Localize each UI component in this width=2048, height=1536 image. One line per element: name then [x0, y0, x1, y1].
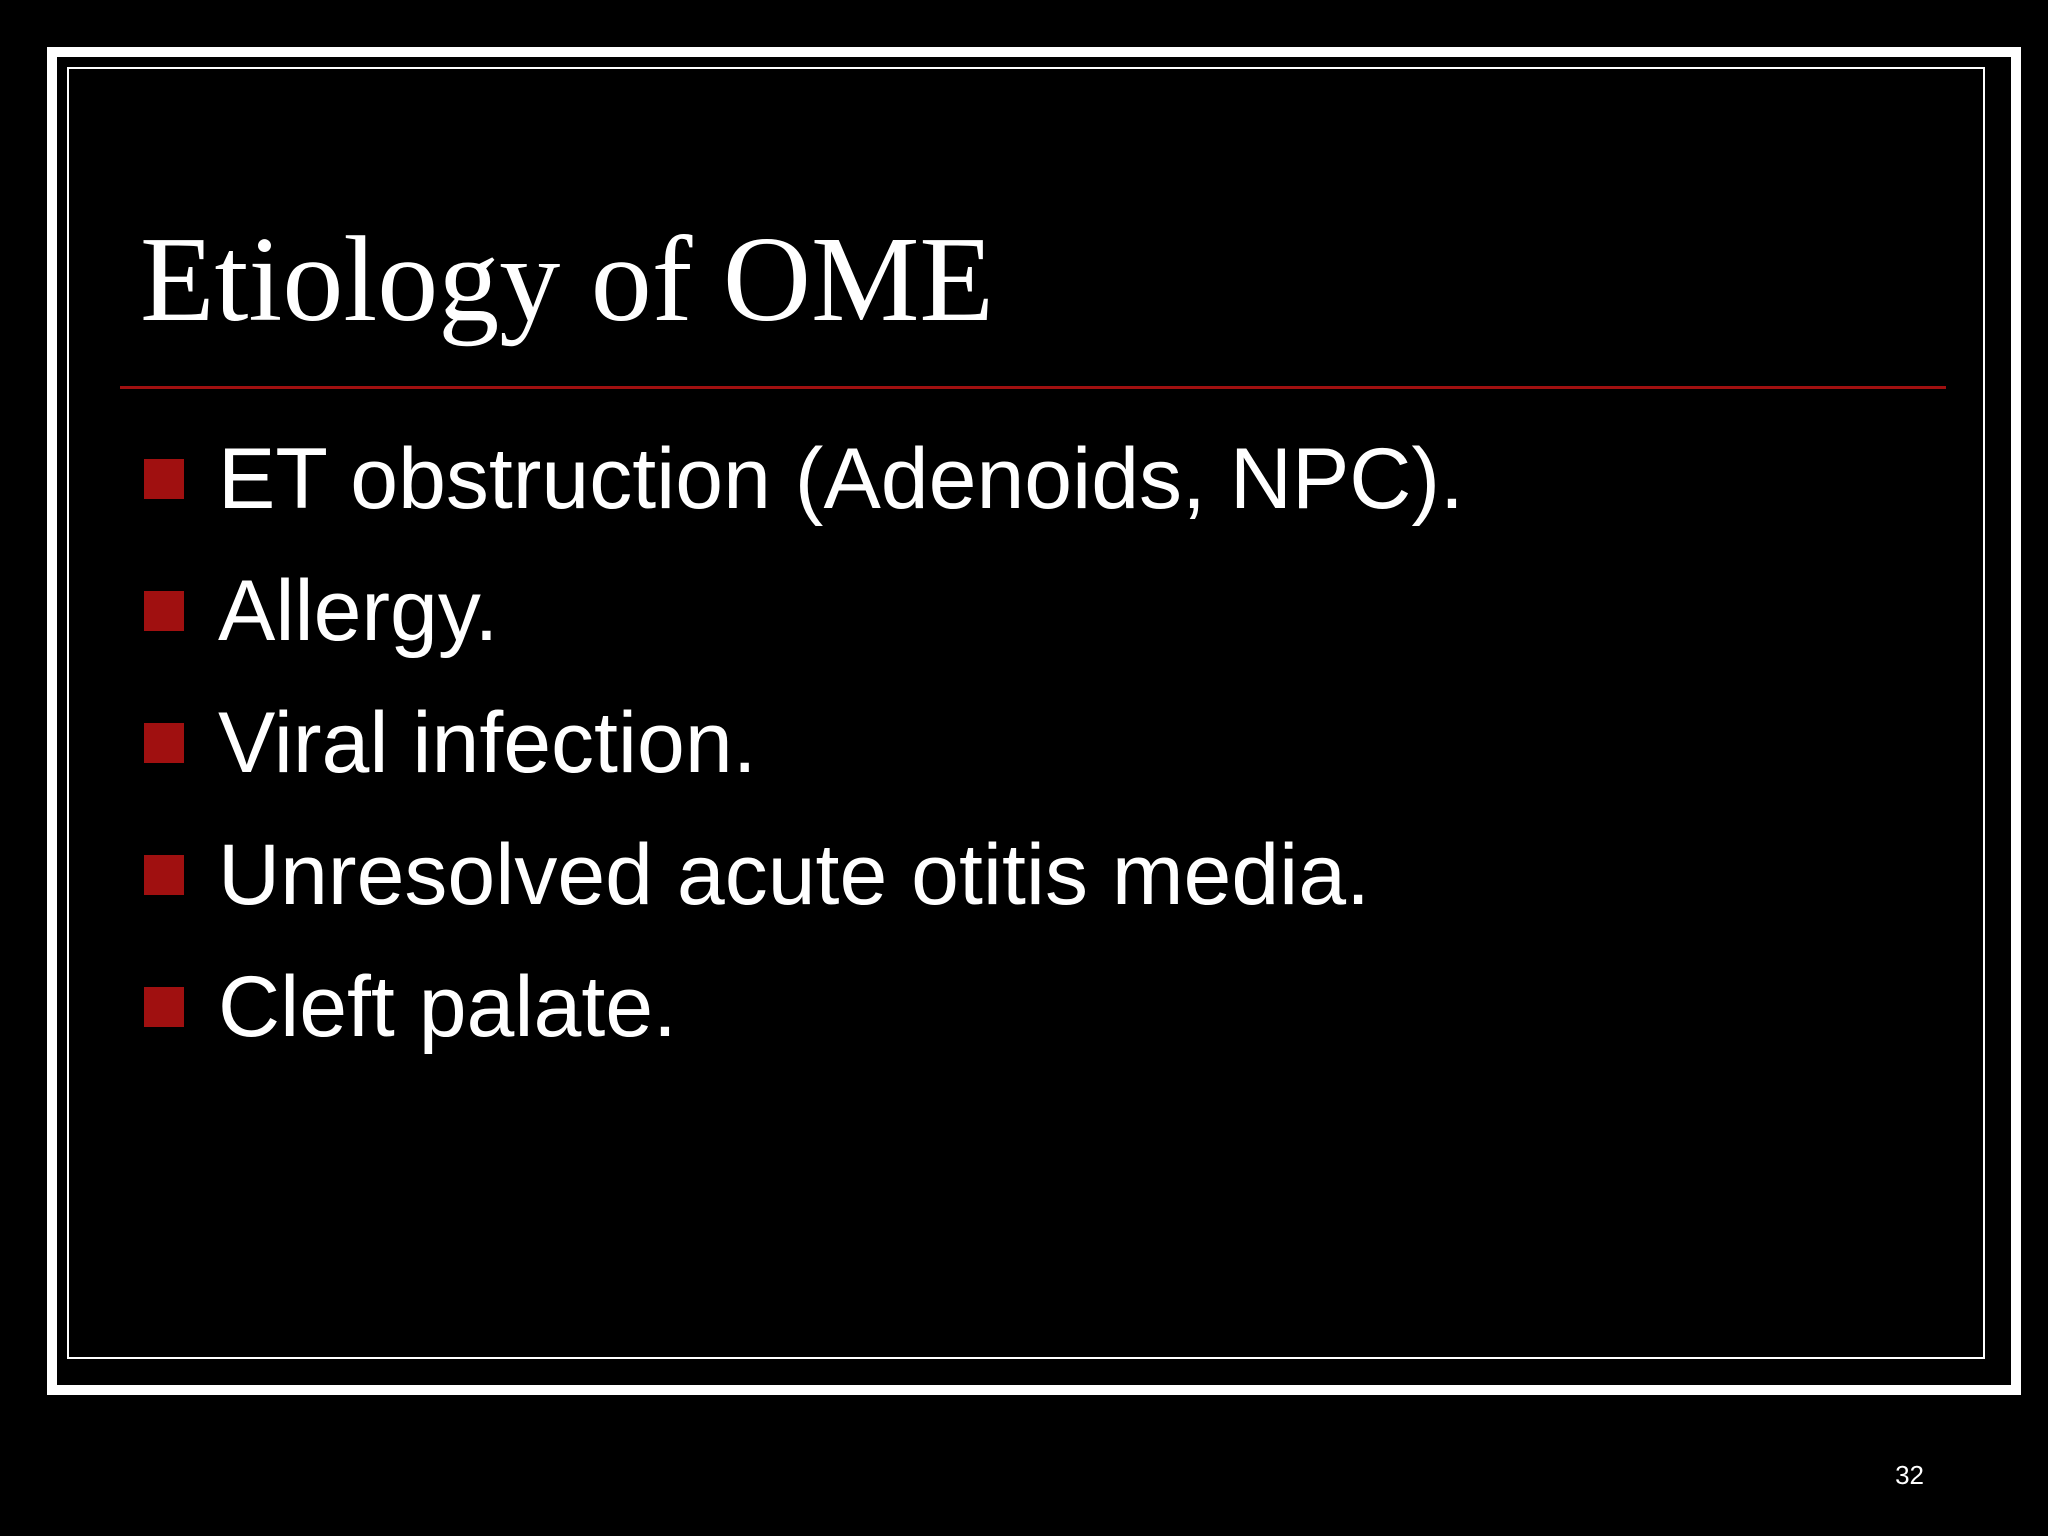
- bullet-text: Cleft palate.: [218, 959, 677, 1055]
- square-bullet-icon: [144, 459, 184, 499]
- page-number: 32: [1895, 1460, 1924, 1490]
- square-bullet-icon: [144, 591, 184, 631]
- bullet-list: [144, 413, 1464, 1073]
- list-item: [144, 413, 1464, 545]
- bullet-text: Unresolved acute otitis media.: [218, 827, 1371, 923]
- list-item: [144, 809, 1464, 941]
- list-item: [144, 941, 1464, 1073]
- square-bullet-icon: [144, 723, 184, 763]
- bullet-text: Allergy.: [218, 563, 499, 659]
- list-item: [144, 677, 1464, 809]
- square-bullet-icon: [144, 987, 184, 1027]
- bullet-text: ET obstruction (Adenoids, NPC).: [218, 431, 1464, 527]
- bullet-text: Viral infection.: [218, 695, 757, 791]
- title-divider: [120, 386, 1946, 389]
- square-bullet-icon: [144, 855, 184, 895]
- list-item: [144, 545, 1464, 677]
- slide-title: Etiology of OME: [140, 212, 994, 347]
